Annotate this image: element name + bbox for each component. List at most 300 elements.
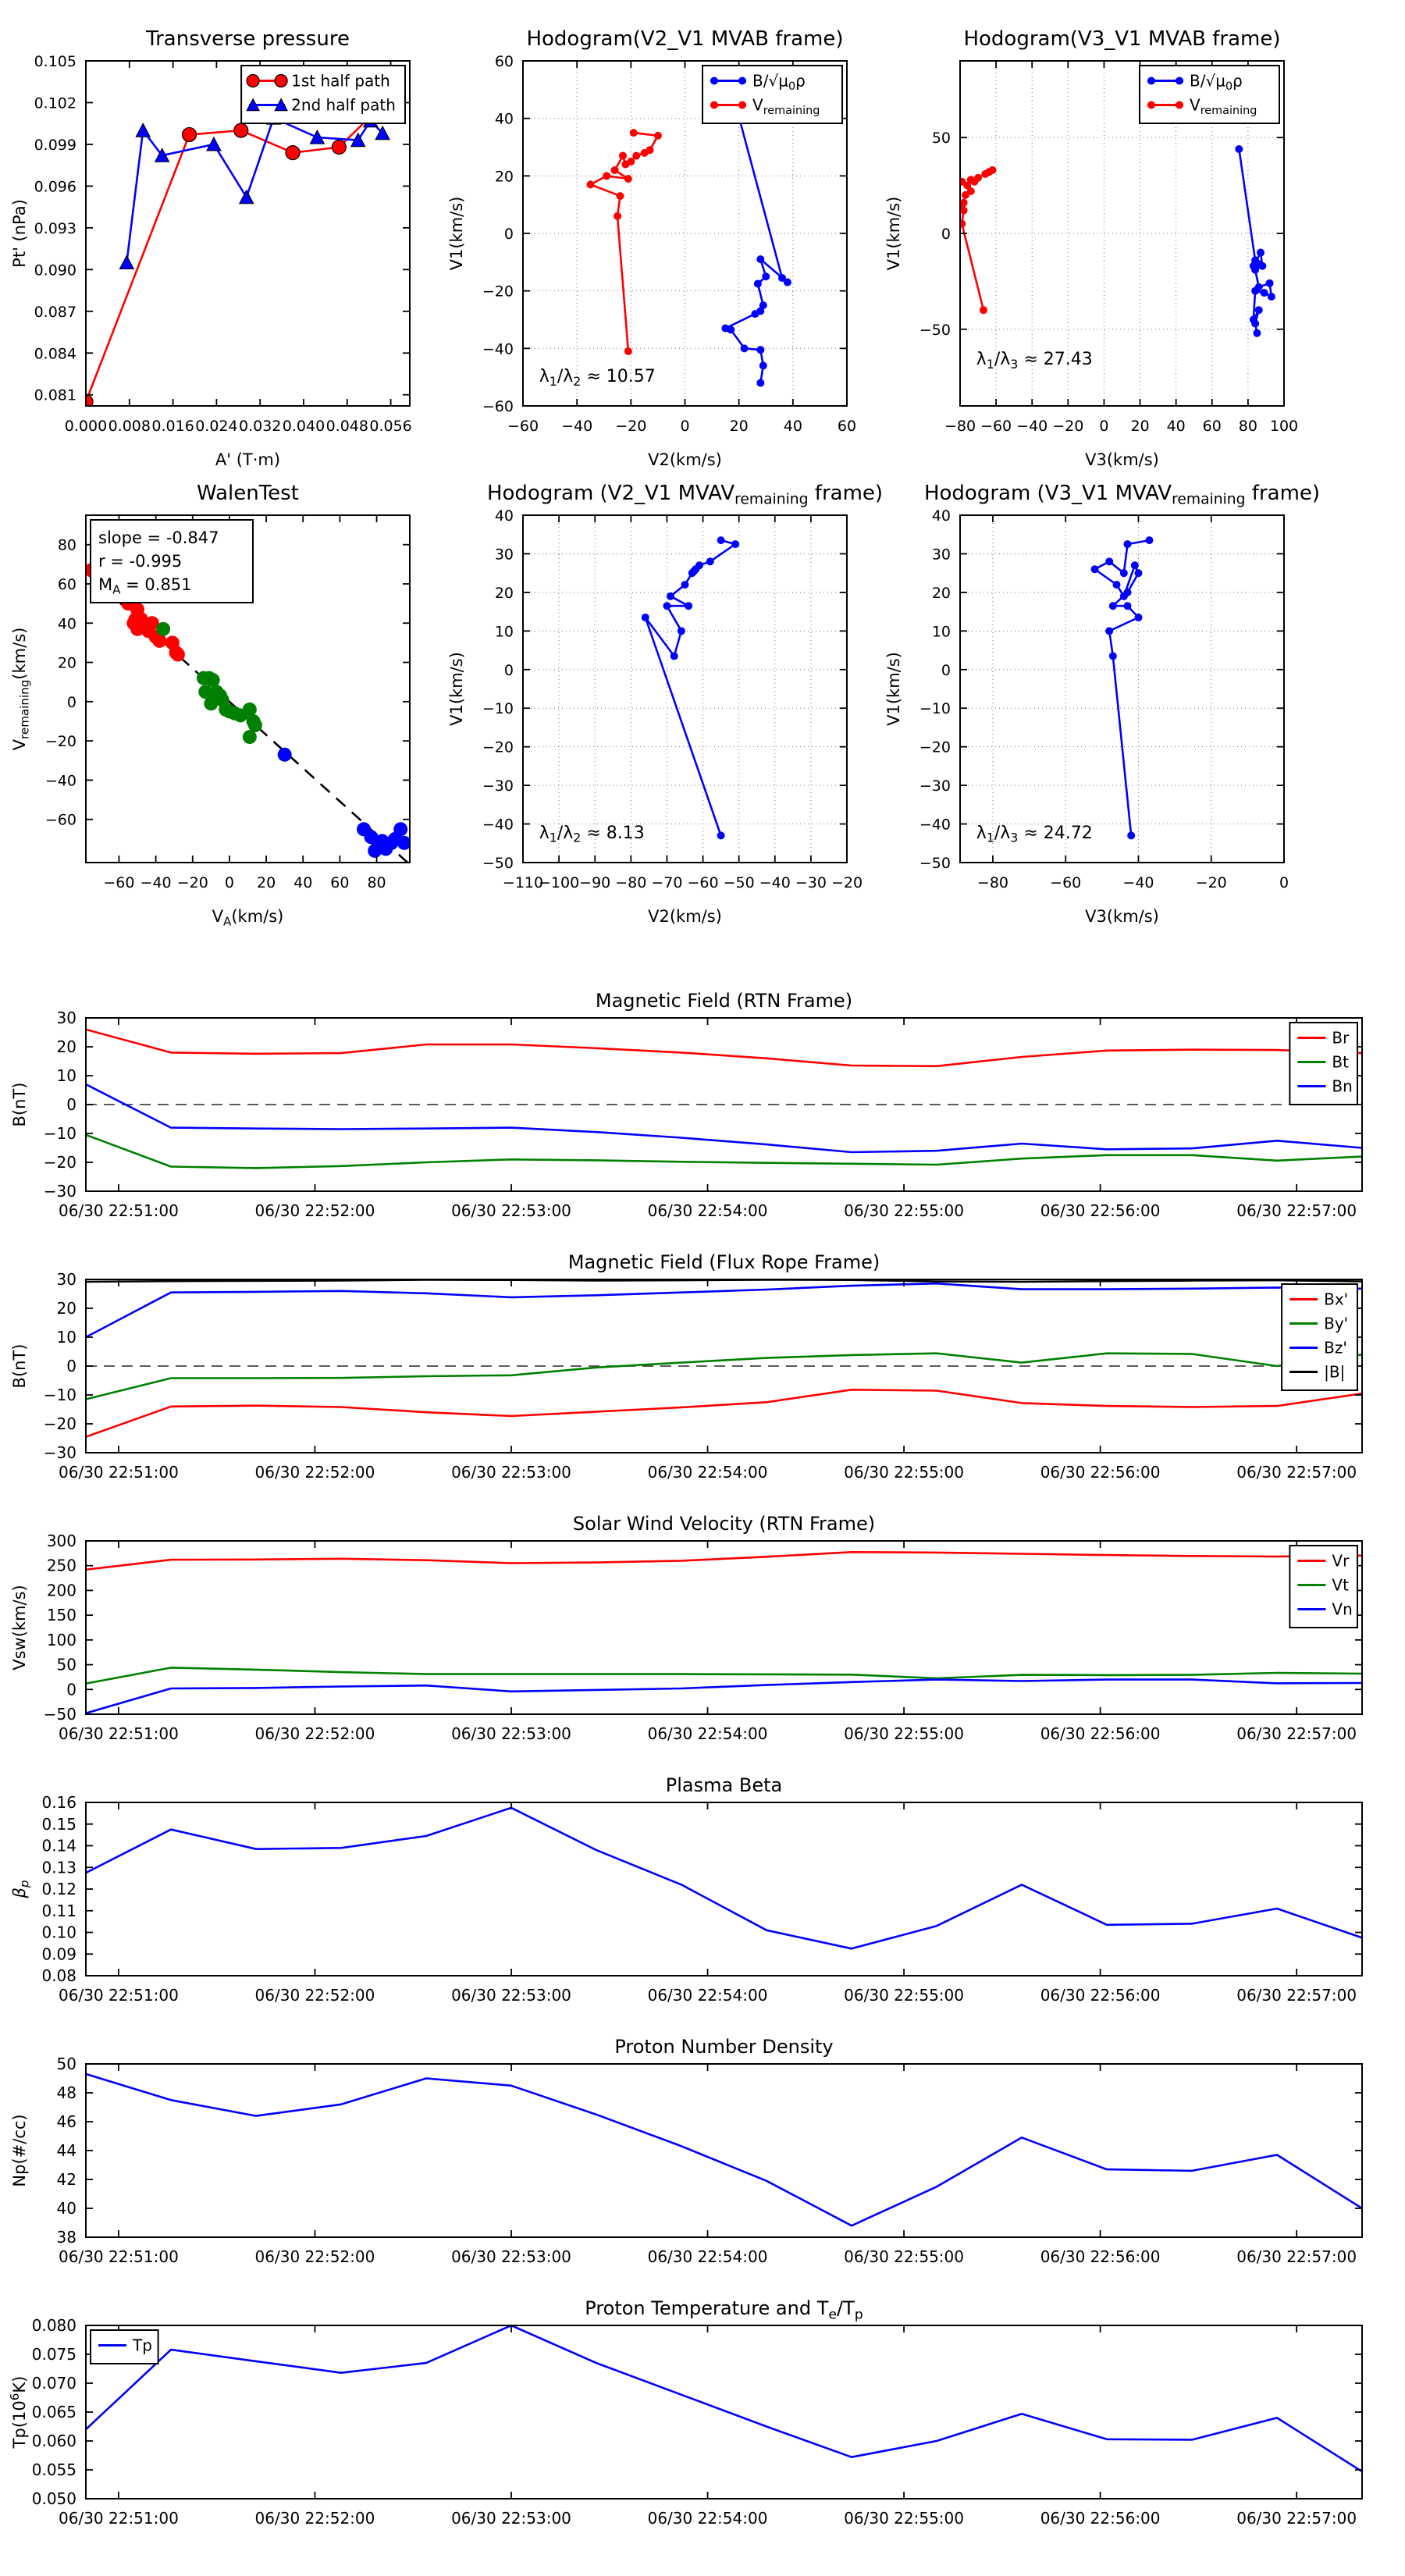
data-marker xyxy=(243,730,257,744)
y-tick-label: −30 xyxy=(482,777,514,795)
legend-label: $V_{remaining}$ xyxy=(752,95,820,117)
x-tick-label: 06/30 22:53:00 xyxy=(451,1201,571,1220)
y-tick-label: 40 xyxy=(931,507,951,525)
data-marker xyxy=(958,178,966,186)
x-tick-label: 06/30 22:51:00 xyxy=(59,1986,179,2005)
y-tick-label: 30 xyxy=(931,546,951,564)
y-tick-label: 200 xyxy=(46,1581,76,1600)
data-marker xyxy=(681,581,689,589)
x-tick-label: 40 xyxy=(293,874,313,891)
data-marker xyxy=(1251,319,1259,327)
x-tick-label: −110 xyxy=(502,874,544,891)
y-tick-label: 0.15 xyxy=(41,1814,76,1834)
x-tick-label: 06/30 22:51:00 xyxy=(59,1201,179,1220)
data-marker xyxy=(958,220,966,228)
y-tick-label: 50 xyxy=(56,1655,76,1674)
y-tick-label: 0.13 xyxy=(41,1858,76,1877)
data-marker xyxy=(756,255,764,263)
x-tick-label: −50 xyxy=(723,874,755,891)
data-marker xyxy=(1251,266,1259,274)
data-marker xyxy=(738,77,746,85)
b-fluxrope-title: Magnetic Field (Flux Rope Frame) xyxy=(567,1251,880,1273)
y-tick-label: −10 xyxy=(919,700,951,718)
x-tick-label: 06/30 22:55:00 xyxy=(844,1986,964,2005)
data-marker xyxy=(741,344,749,352)
data-marker xyxy=(621,161,629,169)
x-tick-label: 20 xyxy=(729,418,749,435)
data-marker xyxy=(1134,569,1142,577)
y-tick-label: 0.096 xyxy=(34,178,76,196)
y-tick-label: −20 xyxy=(482,283,514,301)
y-tick-label: −60 xyxy=(44,811,76,829)
data-marker xyxy=(1176,77,1183,85)
hodogram-v3v1-mvav-series-B xyxy=(1095,540,1150,835)
data-marker xyxy=(1091,565,1099,573)
data-marker xyxy=(234,123,248,137)
y-tick-label: −30 xyxy=(43,1182,76,1201)
x-tick-label: 06/30 22:55:00 xyxy=(844,1201,964,1220)
x-tick-label: 0 xyxy=(1099,418,1109,435)
y-tick-label: 0.090 xyxy=(34,262,76,279)
hodogram-v2v1-mvav-title: Hodogram (V2_V1 $MVAV_{remaining}$ frame) xyxy=(486,482,884,508)
y-tick-label: 0.075 xyxy=(31,2345,76,2364)
stats-line: slope = -0.847 xyxy=(98,528,219,547)
y-tick-label: 0 xyxy=(503,661,514,679)
data-marker xyxy=(624,175,632,183)
y-tick-label: 0.102 xyxy=(34,94,76,112)
y-tick-label: 44 xyxy=(56,2141,76,2160)
legend-label: 1st half path xyxy=(291,71,390,91)
x-tick-label: 06/30 22:57:00 xyxy=(1236,1724,1357,1743)
transverse-pressure-title: Transverse pressure xyxy=(146,27,350,51)
x-tick-label: 0.032 xyxy=(238,418,282,435)
hodogram-v2v1-mvab-annotation: $\lambda_1/\lambda_2 \approx 10.57$ xyxy=(539,367,656,389)
y-tick-label: 10 xyxy=(56,1328,76,1347)
y-tick-label: 0 xyxy=(66,1680,76,1699)
data-marker xyxy=(1147,101,1155,109)
y-tick-label: 40 xyxy=(57,615,76,633)
data-marker xyxy=(1131,561,1139,569)
data-marker xyxy=(1266,279,1274,287)
hodogram-v2v1-mvav-annotation: $\lambda_1/\lambda_2 \approx 8.13$ xyxy=(539,823,645,845)
data-marker xyxy=(717,536,725,544)
x-tick-label: 06/30 22:53:00 xyxy=(451,1463,571,1482)
x-tick-label: 06/30 22:53:00 xyxy=(451,2247,571,2266)
y-tick-label: 0.12 xyxy=(41,1880,76,1898)
y-tick-label: 0.10 xyxy=(41,1923,76,1942)
x-tick-label: 06/30 22:54:00 xyxy=(647,1724,768,1743)
y-tick-label: 50 xyxy=(931,130,951,148)
y-tick-label: 10 xyxy=(494,623,514,641)
data-marker xyxy=(1109,602,1117,610)
y-tick-label: 20 xyxy=(56,1037,76,1056)
x-tick-label: 100 xyxy=(1269,418,1299,435)
x-tick-label: −20 xyxy=(615,418,647,435)
transverse-pressure-ylabel: Pt' (nPa) xyxy=(10,199,29,268)
x-tick-label: 60 xyxy=(330,874,350,891)
data-marker xyxy=(960,207,968,215)
y-tick-label: 0.09 xyxy=(41,1944,76,1964)
chart-plasma-beta xyxy=(10,1774,1362,2005)
x-tick-label: 60 xyxy=(1202,418,1222,435)
y-tick-label: 10 xyxy=(56,1066,76,1085)
data-marker xyxy=(119,255,133,269)
legend-label: $B/√\mu_0\rho$ xyxy=(1190,71,1243,93)
data-marker xyxy=(980,306,987,314)
data-marker xyxy=(1134,614,1142,621)
y-tick-label: −10 xyxy=(482,700,514,718)
data-marker xyxy=(183,127,197,141)
data-marker xyxy=(156,622,170,636)
x-tick-label: 06/30 22:54:00 xyxy=(647,1463,768,1482)
chart-b-fluxrope xyxy=(10,1251,1362,1482)
y-tick-label: 0.08 xyxy=(41,1966,76,1985)
walen-test-ylabel: $V_{remaining}(km/s)$ xyxy=(10,627,32,751)
transverse-pressure-series-2nd half path xyxy=(126,118,382,262)
b-rtn-series-Bt xyxy=(86,1135,1362,1169)
walen-test-title: WalenTest xyxy=(197,482,299,505)
x-tick-label: 06/30 22:57:00 xyxy=(1236,2509,1357,2528)
y-tick-label: 0.14 xyxy=(41,1836,76,1856)
x-tick-label: 06/30 22:55:00 xyxy=(844,1463,964,1482)
x-tick-label: 60 xyxy=(837,418,857,435)
x-tick-label: −40 xyxy=(561,418,593,435)
hodogram-v3v1-mvab-title: Hodogram(V3_V1 MVAB frame) xyxy=(963,27,1281,51)
vsw-rtn-series-Vr xyxy=(86,1552,1362,1570)
chart-hodogram-v3v1-mvab xyxy=(884,27,1298,469)
b-rtn-series-Br xyxy=(86,1030,1362,1066)
data-marker xyxy=(240,190,254,204)
vsw-rtn-series-Vn xyxy=(86,1680,1362,1713)
x-tick-label: −80 xyxy=(976,874,1009,891)
x-tick-label: 06/30 22:54:00 xyxy=(647,2247,768,2266)
data-marker xyxy=(710,101,718,109)
y-tick-label: 0.084 xyxy=(34,345,76,363)
hodogram-v3v1-mvab-series-Vremaining xyxy=(962,170,992,310)
data-marker xyxy=(1257,249,1264,257)
x-tick-label: −40 xyxy=(1122,874,1154,891)
proton-density-series-Np xyxy=(86,2074,1362,2226)
legend xyxy=(91,2330,158,2364)
legend-label: Bz' xyxy=(1324,1338,1347,1357)
x-tick-label: 0.048 xyxy=(325,418,368,435)
x-tick-label: 06/30 22:55:00 xyxy=(844,2509,964,2528)
data-marker xyxy=(642,614,649,621)
transverse-pressure-xlabel: A' (T·m) xyxy=(215,450,281,469)
x-tick-label: 06/30 22:56:00 xyxy=(1040,1463,1161,1482)
legend-label: Tp xyxy=(133,2336,152,2355)
data-marker xyxy=(1268,293,1275,301)
y-tick-label: 30 xyxy=(56,1270,76,1289)
legend-label: Vn xyxy=(1332,1599,1353,1619)
chart-proton-density xyxy=(10,2036,1362,2266)
data-marker xyxy=(962,191,969,199)
y-tick-label: 30 xyxy=(494,546,514,564)
data-marker xyxy=(1120,569,1128,577)
y-tick-label: 0.050 xyxy=(31,2489,76,2508)
proton-density-title: Proton Number Density xyxy=(614,2036,834,2058)
legend xyxy=(1289,1546,1357,1628)
data-marker xyxy=(667,592,674,600)
data-marker xyxy=(1105,627,1113,635)
walen-test-xlabel: $V_A(km/s)$ xyxy=(212,907,284,929)
y-tick-label: 48 xyxy=(56,2083,76,2102)
b-rtn-ylabel: B(nT) xyxy=(10,1082,29,1127)
y-tick-label: −50 xyxy=(919,321,951,339)
vsw-rtn-ylabel: Vsw(km/s) xyxy=(10,1585,29,1670)
y-tick-label: 20 xyxy=(494,584,514,602)
y-tick-label: 46 xyxy=(56,2112,76,2131)
data-marker xyxy=(670,652,678,660)
y-tick-label: −40 xyxy=(919,816,951,834)
hodogram-v2v1-mvab-title: Hodogram(V2_V1 MVAB frame) xyxy=(526,27,844,51)
y-tick-label: 10 xyxy=(931,623,951,641)
data-marker xyxy=(738,101,746,109)
hodogram-v2v1-mvab-ylabel: V1(km/s) xyxy=(447,196,466,271)
data-marker xyxy=(332,141,346,155)
y-tick-label: 0.055 xyxy=(31,2460,76,2479)
data-marker xyxy=(207,137,221,151)
proton-temp-ylabel: $Tp(10^6K)$ xyxy=(8,2375,29,2449)
y-tick-label: 40 xyxy=(56,2199,76,2218)
data-marker xyxy=(1123,540,1131,548)
b-fluxrope-series-Bx' xyxy=(86,1389,1362,1436)
x-tick-label: −20 xyxy=(1195,874,1227,891)
y-tick-label: −40 xyxy=(482,340,514,358)
y-tick-label: 0 xyxy=(66,693,76,711)
x-tick-label: 06/30 22:52:00 xyxy=(254,2247,375,2266)
hodogram-v2v1-mvav-series-B xyxy=(646,540,735,835)
data-marker xyxy=(685,602,692,610)
y-tick-label: 0.060 xyxy=(31,2432,76,2450)
stats-line: $M_A = 0.851$ xyxy=(98,575,192,597)
data-marker xyxy=(275,75,287,87)
x-tick-label: 06/30 22:51:00 xyxy=(59,1724,179,1743)
legend-label: Vr xyxy=(1332,1551,1350,1571)
plasma-beta-ylabel: $\beta_p$ xyxy=(10,1880,32,1898)
hodogram-v2v1-mvav-xlabel: V2(km/s) xyxy=(648,907,722,926)
legend-label: 2nd half path xyxy=(291,95,396,115)
y-tick-label: 0.105 xyxy=(34,53,76,70)
data-marker xyxy=(654,132,662,140)
data-marker xyxy=(1253,329,1261,337)
y-tick-label: 0.070 xyxy=(31,2374,76,2393)
x-tick-label: 06/30 22:56:00 xyxy=(1040,1986,1161,2005)
data-marker xyxy=(1261,289,1268,297)
chart-hodogram-v2v1-mvab xyxy=(447,27,856,469)
chart-vsw-rtn xyxy=(10,1513,1362,1743)
y-tick-label: 300 xyxy=(46,1532,76,1550)
data-marker xyxy=(717,831,725,839)
x-tick-label: 0 xyxy=(680,418,690,435)
hodogram-v2v1-mvab-series-B/√μ0ρ xyxy=(725,107,788,383)
y-tick-label: 0 xyxy=(66,1357,76,1375)
data-marker xyxy=(688,569,696,577)
data-marker xyxy=(1113,581,1121,589)
data-marker xyxy=(614,212,621,220)
chart-proton-temp xyxy=(8,2297,1362,2528)
y-tick-label: −10 xyxy=(43,1124,76,1143)
x-tick-label: 06/30 22:52:00 xyxy=(254,1986,375,2005)
legend-label: $V_{remaining}$ xyxy=(1190,95,1257,117)
legend xyxy=(241,66,405,123)
x-tick-label: −20 xyxy=(831,874,863,891)
b-fluxrope-ylabel: B(nT) xyxy=(10,1343,29,1389)
y-tick-label: 0.080 xyxy=(31,2316,76,2335)
x-tick-label: −60 xyxy=(103,874,135,891)
y-tick-label: −10 xyxy=(43,1386,76,1404)
x-tick-label: 06/30 22:52:00 xyxy=(254,1201,375,1220)
proton-temp-series-Tp xyxy=(86,2325,1362,2471)
y-tick-label: 0.065 xyxy=(31,2403,76,2421)
x-tick-label: 06/30 22:56:00 xyxy=(1040,2509,1161,2528)
x-tick-label: 06/30 22:52:00 xyxy=(254,1463,375,1482)
data-marker xyxy=(756,379,764,387)
data-marker xyxy=(641,149,649,157)
y-tick-label: 38 xyxy=(56,2228,76,2247)
hodogram-v3v1-mvab-xlabel: V3(km/s) xyxy=(1085,450,1159,469)
data-marker xyxy=(784,279,791,286)
data-marker xyxy=(278,748,292,762)
chart-transverse-pressure xyxy=(10,27,412,469)
data-marker xyxy=(1251,287,1259,295)
y-tick-label: 20 xyxy=(56,1299,76,1318)
x-tick-label: 0.040 xyxy=(282,418,325,435)
y-tick-label: 0.087 xyxy=(34,303,76,321)
legend-label: |B| xyxy=(1324,1362,1346,1382)
x-tick-label: 80 xyxy=(367,874,386,891)
data-marker xyxy=(1127,831,1135,839)
y-tick-label: −50 xyxy=(43,1705,76,1724)
x-tick-label: −80 xyxy=(944,418,976,435)
data-marker xyxy=(286,146,300,160)
data-marker xyxy=(710,77,718,85)
hodogram-v3v1-mvab-series-B/√μ0ρ xyxy=(1239,149,1272,333)
x-tick-label: 20 xyxy=(1130,418,1150,435)
y-tick-label: 0 xyxy=(941,661,951,679)
y-tick-label: −60 xyxy=(482,398,514,415)
x-tick-label: 0.056 xyxy=(369,418,412,435)
vsw-rtn-series-Vt xyxy=(86,1667,1362,1683)
x-tick-label: 0 xyxy=(1279,874,1289,891)
data-marker xyxy=(624,347,632,355)
data-marker xyxy=(632,152,640,160)
x-tick-label: 06/30 22:51:00 xyxy=(59,2247,179,2266)
y-tick-label: 60 xyxy=(57,575,76,593)
data-marker xyxy=(1123,602,1131,610)
legend xyxy=(1289,1023,1357,1105)
y-tick-label: 42 xyxy=(56,2170,76,2189)
y-tick-label: −20 xyxy=(43,1414,76,1433)
y-tick-label: 0.099 xyxy=(34,136,76,154)
y-tick-label: 30 xyxy=(56,1009,76,1027)
data-marker xyxy=(678,627,685,635)
x-tick-label: 06/30 22:57:00 xyxy=(1236,1201,1357,1220)
data-marker xyxy=(762,272,770,280)
x-tick-label: 06/30 22:57:00 xyxy=(1236,2247,1357,2266)
hodogram-v3v1-mvab-ylabel: V1(km/s) xyxy=(884,196,903,271)
x-tick-label: 20 xyxy=(256,874,276,891)
data-marker xyxy=(1147,77,1155,85)
data-marker xyxy=(619,152,627,160)
legend-label: Bn xyxy=(1332,1076,1353,1096)
data-marker xyxy=(759,361,767,369)
data-marker xyxy=(136,123,150,137)
x-tick-label: 06/30 22:57:00 xyxy=(1236,1986,1357,2005)
legend xyxy=(702,66,842,123)
x-tick-label: −40 xyxy=(1016,418,1048,435)
x-tick-label: 0.016 xyxy=(151,418,194,435)
x-tick-label: 06/30 22:55:00 xyxy=(844,2247,964,2266)
x-tick-label: 0.000 xyxy=(64,418,108,435)
x-tick-label: 06/30 22:56:00 xyxy=(1040,1201,1161,1220)
plasma-beta-title: Plasma Beta xyxy=(665,1774,783,1796)
y-tick-label: 0 xyxy=(941,226,951,243)
legend xyxy=(1140,66,1279,123)
chart-hodogram-v3v1-mvav xyxy=(884,482,1320,926)
y-tick-label: 80 xyxy=(57,536,76,554)
x-tick-label: −30 xyxy=(795,874,827,891)
x-tick-label: −70 xyxy=(651,874,683,891)
x-tick-label: −40 xyxy=(140,874,172,891)
y-tick-label: 20 xyxy=(931,584,951,602)
legend-label: By' xyxy=(1324,1314,1349,1333)
legend-label: Bx' xyxy=(1324,1290,1349,1309)
data-marker xyxy=(727,326,735,333)
data-marker xyxy=(617,192,624,200)
y-tick-label: 0 xyxy=(503,226,514,243)
x-tick-label: 0.008 xyxy=(108,418,151,435)
y-tick-label: −50 xyxy=(919,855,951,872)
x-tick-label: −60 xyxy=(507,418,539,435)
hodogram-v3v1-mvav-xlabel: V3(km/s) xyxy=(1085,907,1159,926)
y-tick-label: −40 xyxy=(44,772,76,790)
x-tick-label: 06/30 22:51:00 xyxy=(59,2509,179,2528)
hodogram-v2v1-mvav-ylabel: V1(km/s) xyxy=(447,652,466,726)
x-tick-label: 06/30 22:53:00 xyxy=(451,1724,571,1743)
x-tick-label: 06/30 22:53:00 xyxy=(451,2509,571,2528)
x-tick-label: 0.024 xyxy=(195,418,238,435)
y-tick-label: −30 xyxy=(43,1443,76,1462)
data-marker xyxy=(756,346,764,354)
data-marker xyxy=(1258,262,1266,270)
x-tick-label: 06/30 22:54:00 xyxy=(647,2509,768,2528)
x-tick-label: 06/30 22:57:00 xyxy=(1236,1463,1357,1482)
x-tick-label: 06/30 22:53:00 xyxy=(451,1986,571,2005)
y-tick-label: −50 xyxy=(482,855,514,872)
data-marker xyxy=(663,602,670,610)
y-tick-label: −20 xyxy=(919,738,951,756)
data-marker xyxy=(247,75,259,87)
b-fluxrope-series-Bz' xyxy=(86,1283,1362,1337)
y-tick-label: 0.16 xyxy=(41,1793,76,1812)
hodogram-v2v1-mvab-xlabel: V2(km/s) xyxy=(648,450,722,469)
plasma-beta-series-beta xyxy=(86,1808,1362,1948)
y-tick-label: 100 xyxy=(46,1630,76,1649)
data-marker xyxy=(1123,589,1131,596)
hodogram-v3v1-mvav-title: Hodogram (V3_V1 $MVAV_{remaining}$ frame) xyxy=(923,482,1321,508)
hodogram-v3v1-mvav-annotation: $\lambda_1/\lambda_3 \approx 24.72$ xyxy=(976,823,1093,845)
y-tick-label: 0.093 xyxy=(34,219,76,237)
data-marker xyxy=(1145,536,1153,544)
y-tick-label: 40 xyxy=(494,110,514,128)
y-tick-label: −30 xyxy=(919,777,951,795)
data-marker xyxy=(603,172,610,180)
legend-label: Br xyxy=(1332,1028,1350,1048)
stats-line: r = -0.995 xyxy=(98,552,183,571)
x-tick-label: −60 xyxy=(980,418,1012,435)
data-marker xyxy=(171,648,185,662)
